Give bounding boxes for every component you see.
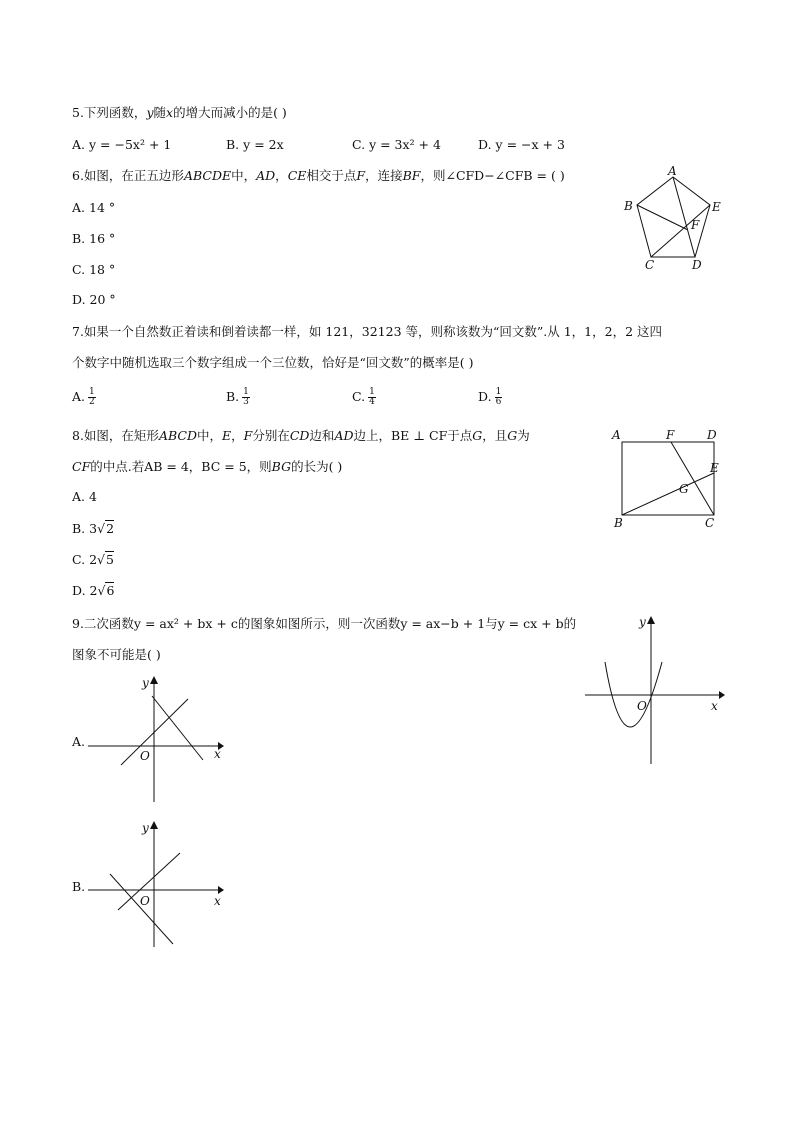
pentagon-figure (615, 165, 725, 270)
q9-option-a-graph (88, 672, 228, 807)
origin-label: O (140, 894, 150, 908)
axis-x-label: x (711, 699, 718, 713)
label-d: D (692, 258, 702, 272)
q6-option-b: B. 16 ° (72, 231, 116, 246)
q7-option-c: C. $\frac{1}{4}$ (352, 387, 375, 407)
q7-option-d: D. $\frac{1}{6}$ (478, 387, 502, 407)
q9-stem-line1: 9.二次函数y = ax² + bx + c的图象如图所示，则一次函数y = ax−b + 1与y = cx + b的 (72, 616, 577, 631)
q7-stem-line1: 7.如果一个自然数正着读和倒着读都一样，如 121，32123 等，则称该数为“回文数”.从 1，1，2，2 这四 (72, 324, 663, 339)
axis-y-label: y (142, 821, 149, 835)
q6-option-c: C. 18 ° (72, 262, 116, 277)
origin-label: O (140, 749, 150, 763)
rectangle-figure (605, 425, 735, 535)
label-e: E (710, 461, 719, 475)
label-d: D (707, 428, 717, 442)
label-b: B (614, 516, 623, 530)
q9-stem-line2: 图象不可能是( ) (72, 647, 161, 662)
q5-option-a: A. y = −5x² + 1 (72, 137, 172, 152)
q8-option-c: C. 2√5 (72, 552, 114, 567)
q9-option-a: A. (72, 734, 86, 749)
q6-option-d: D. 20 ° (72, 292, 116, 307)
q8-stem-line2: CF的中点.若AB = 4，BC = 5，则BG的长为( ) (72, 459, 343, 474)
q7-option-a: A. $\frac{1}{2}$ (72, 387, 95, 407)
q6-stem: 6.如图，在正五边形ABCDE中，AD，CE相交于点F，连接BF，则∠CFD−∠CFB = ( ) (72, 168, 565, 183)
label-f: F (691, 218, 700, 232)
q8-option-b: B. 3√2 (72, 521, 115, 536)
q5-stem: 5.下列函数，y随x的增大而减小的是( ) (72, 105, 287, 120)
label-g: G (679, 482, 689, 496)
axis-x-label: x (214, 747, 221, 761)
origin-label: O (637, 699, 647, 713)
q9-option-b-graph (88, 817, 228, 952)
label-a: A (668, 164, 677, 178)
q6-option-a: A. 14 ° (72, 200, 116, 215)
q5-option-d: D. y = −x + 3 (478, 137, 565, 152)
q8-option-a: A. 4 (72, 489, 97, 504)
q5-option-b: B. y = 2x (226, 137, 284, 152)
axis-y-label: y (142, 676, 149, 690)
label-a: A (612, 428, 621, 442)
label-c: C (645, 258, 655, 272)
label-e: E (712, 200, 721, 214)
axis-y-label: y (639, 615, 646, 629)
axis-x-label: x (214, 894, 221, 908)
q9-option-b: B. (72, 879, 86, 894)
q5-option-c: C. y = 3x² + 4 (352, 137, 441, 152)
label-b: B (624, 199, 633, 213)
q8-option-d: D. 2√6 (72, 583, 115, 598)
q8-stem-line1: 8.如图，在矩形ABCD中，E，F分别在CD边和AD边上，BE ⊥ CF于点G，且G为 (72, 428, 530, 443)
label-c: C (705, 516, 715, 530)
q7-option-b: B. $\frac{1}{3}$ (226, 387, 249, 407)
q7-stem-line2: 个数字中随机选取三个数字组成一个三位数，恰好是“回文数”的概率是( ) (72, 355, 474, 370)
label-f: F (666, 428, 675, 442)
parabola-figure (585, 612, 725, 772)
